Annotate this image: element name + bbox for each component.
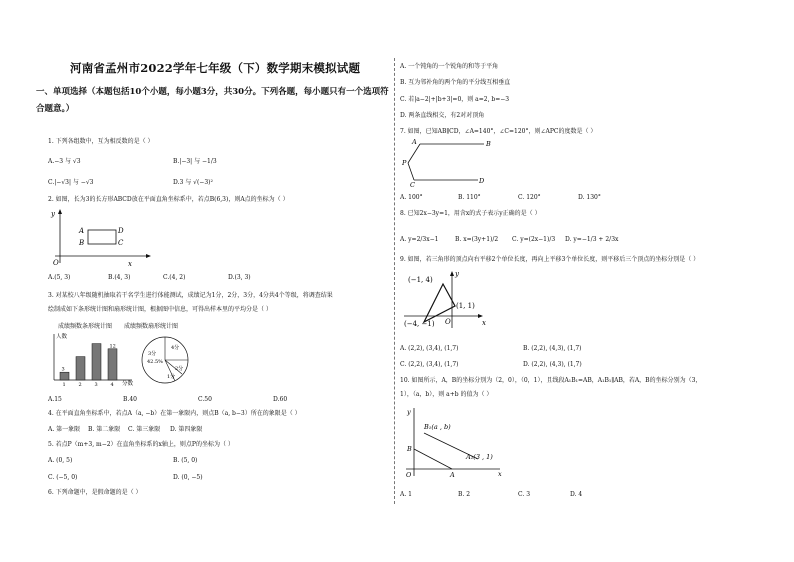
question-3-line2: 绘制成如下条形统计图和扇形统计图，根据图中信息，可得出样本里的平均分是（ ）: [48, 306, 272, 313]
question-5-stem: 5. 若点P（m+3, m−2）在直角坐标系的x轴上，则点P的坐标为（ ）: [48, 441, 234, 448]
pie-label-2: 2分: [175, 366, 184, 372]
q9-option-d: D. (2,2), (4,3), (1,7): [523, 361, 582, 368]
bar-x-label: 分数: [122, 381, 134, 387]
segment-ab: [414, 449, 452, 469]
q8-option-b: B. x=(3y+1)/2: [455, 236, 499, 243]
fig-point-c: C: [118, 239, 124, 247]
q5-option-a: A. (0, 5): [48, 457, 73, 464]
q4-option-a: A. 第一象限: [48, 426, 81, 433]
q3-option-d: D.60: [273, 396, 288, 403]
page-title: 河南省孟州市2022学年七年级（下）数学期末模拟试题: [70, 61, 361, 75]
pie-label-3: 3分: [148, 351, 157, 357]
segment-ap: [408, 144, 420, 163]
question-6-stem: 6. 下列命题中，是假命题的是（ ）: [48, 489, 142, 496]
y-arrow: [450, 271, 454, 276]
fig-point-a: A: [450, 471, 455, 479]
q1-option-d: D.3 与 √(−3)²: [173, 179, 213, 186]
fig-origin-label: O: [445, 318, 451, 326]
pie-chart-title: 成绩频数扇形统计图: [124, 323, 179, 330]
fig-point-a: A: [412, 138, 417, 146]
question-10-line1: 10. 如图所示，A，B的坐标分别为（2，0），（0，1），且线段A₁B₁=AB，A₁B₁∥AB，若A，B的坐标分别为（3，: [400, 377, 702, 384]
fig-point-b: B: [486, 140, 491, 148]
question-8-stem: 8. 已知2x−3y=1，用含x的式子表示y正确的是（ ）: [400, 210, 541, 217]
q8-option-c: C. y=(2x−1)/3: [512, 236, 556, 243]
fig-x-label: x: [128, 260, 132, 268]
q3-option-c: C.50: [198, 396, 212, 403]
fig-point-2: (1, 1): [456, 302, 475, 310]
bar-chart-title: 成绩频数条形统计图: [58, 323, 113, 330]
q6-option-b: B. 互为邻补角的两个角的平分线互相垂直: [400, 79, 511, 86]
bar-category-label: 3: [94, 382, 98, 388]
fig-point-a1: A₁(3 , 1): [466, 453, 493, 461]
fig-point-d: D: [118, 227, 124, 235]
fig-point-b: B: [79, 239, 85, 247]
q9-option-c: C. (2,2), (3,4), (1,7): [400, 361, 459, 368]
q10-option-b: B. 2: [458, 491, 471, 498]
rectangle-abcd: [88, 230, 116, 244]
q7-option-b: B. 110°: [458, 194, 481, 201]
fig-y-label: y: [51, 210, 55, 218]
fig-x-label: x: [482, 319, 486, 327]
pie-label-4: 4分: [171, 345, 180, 351]
q2-option-a: A.(5, 3): [48, 274, 71, 281]
bar-category-label: 2: [78, 382, 82, 388]
fig-point-c: C: [410, 181, 415, 189]
bar: [76, 357, 85, 380]
column-divider: [394, 58, 395, 504]
q7-option-a: A. 100°: [400, 194, 423, 201]
q6-option-a: A. 一个钝角的一个锐角的和等于平角: [400, 63, 499, 70]
q7-option-d: D. 130°: [578, 194, 601, 201]
bar: [60, 372, 69, 380]
bar-category-label: 1: [62, 382, 66, 388]
q5-option-b: B. (5, 0): [173, 457, 198, 464]
bar: [108, 349, 117, 380]
q9-option-b: B. (2,2), (4,3), (1,7): [523, 345, 582, 352]
bar: [92, 344, 101, 380]
y-arrow: [58, 209, 62, 214]
q3-pie-chart: [135, 330, 195, 390]
section-heading: 一、单项选择（本题包括10个小题，每小题3分，共30分。下列各题，每小题只有一个选项符: [36, 87, 389, 97]
q2-option-b: B.(4, 3): [108, 274, 131, 281]
x-arrow: [478, 314, 483, 318]
q6-option-c: C. 若|a−2|+|b+3|=0，则 a=2, b=−3: [400, 96, 510, 103]
q2-option-c: C.(4, 2): [163, 274, 186, 281]
q10-option-d: D. 4: [570, 491, 583, 498]
fig-y-label: y: [407, 408, 411, 416]
segment-pc: [408, 163, 414, 180]
fig-point-3: (−4, −1): [404, 320, 435, 328]
q10-figure: [402, 404, 507, 480]
q4-option-b: B. 第二象限: [88, 426, 121, 433]
question-2-stem: 2. 如图，长为3的长方形ABCD放在平面直角坐标系中，若点B(6,3)，则A点的坐标为（ ）: [48, 196, 289, 203]
q3-option-a: A.15: [48, 396, 62, 403]
fig-origin-label: O: [53, 259, 59, 267]
fig-point-b: B: [407, 445, 412, 453]
q7-option-c: C. 120°: [518, 194, 541, 201]
q8-option-d: D. y=−1/3 + 2/3x: [565, 236, 619, 243]
question-9-stem: 9. 如图，若三角形的顶点向右平移2个单位长度，再向上平移3个单位长度，则平移后三个顶点的坐标分别是（ ）: [400, 256, 700, 263]
q6-option-d: D. 两条直线相交，有2对对顶角: [400, 112, 485, 119]
q1-option-c: C.|−√3| 与 −√3: [48, 179, 94, 186]
q7-figure: [402, 138, 497, 188]
question-7-stem: 7. 如图，已知AB∥CD，∠A=140°，∠C=120°，则∠APC的度数是（ ）: [400, 128, 597, 135]
section-heading-cont: 合题意。）: [36, 104, 75, 114]
pie-label-pct: 42.5%: [147, 359, 163, 365]
bar-value-label: 3: [61, 366, 65, 373]
fig-x-label: x: [498, 470, 502, 478]
fig-point-a: A: [79, 227, 85, 235]
question-4-stem: 4. 在平面直角坐标系中，若点A（a, −b）在第一象限内，则点B（a, b−3）所在的象限是（ ）: [48, 410, 301, 417]
q1-option-b: B.|−3| 与 −1/3: [173, 158, 217, 165]
q1-option-a: A.−3 与 √3: [48, 158, 81, 165]
q9-option-a: A. (2,2), (3,4), (1,7): [400, 345, 459, 352]
q10-option-a: A. 1: [400, 491, 412, 498]
q2-figure: [50, 208, 160, 268]
fig-point-p: P: [402, 159, 407, 167]
fig-y-label: y: [455, 270, 459, 278]
fig-point-b1: B₁(a , b): [424, 423, 451, 431]
q3-bar-chart: [48, 330, 138, 388]
q10-option-c: C. 3: [518, 491, 531, 498]
question-1-stem: 1. 下列各组数中，互为相反数的是（ ）: [48, 138, 154, 145]
q4-option-c: C. 第三象限: [128, 426, 161, 433]
question-10-line2: 1），（a，b），则 a+b 的值为（ ）: [400, 391, 493, 398]
q5-option-d: D. (0, −5): [173, 474, 203, 481]
fig-point-1: (−1, 4): [408, 276, 433, 284]
q8-option-a: A. y=2/3x−1: [400, 236, 439, 243]
bar-value-label: 12: [109, 343, 116, 350]
q3-option-b: B.40: [123, 396, 137, 403]
pie-label-1: 1分: [167, 374, 176, 380]
question-3-line1: 3. 对某校八年级随机抽取若干名学生进行体能测试，成绩记为1分，2分，3分，4分共4个等级，将调查结果: [48, 292, 333, 299]
q9-figure: [402, 268, 492, 330]
q5-option-c: C. (−5, 0): [48, 474, 78, 481]
fig-point-d: D: [479, 177, 485, 185]
q2-option-d: D.(3, 3): [228, 274, 251, 281]
bar-category-label: 4: [110, 382, 114, 388]
x-arrow: [146, 254, 151, 258]
bar-y-label: 人数: [56, 334, 68, 340]
fig-origin-label: O: [406, 471, 412, 479]
q4-option-d: D. 第四象限: [170, 426, 203, 433]
